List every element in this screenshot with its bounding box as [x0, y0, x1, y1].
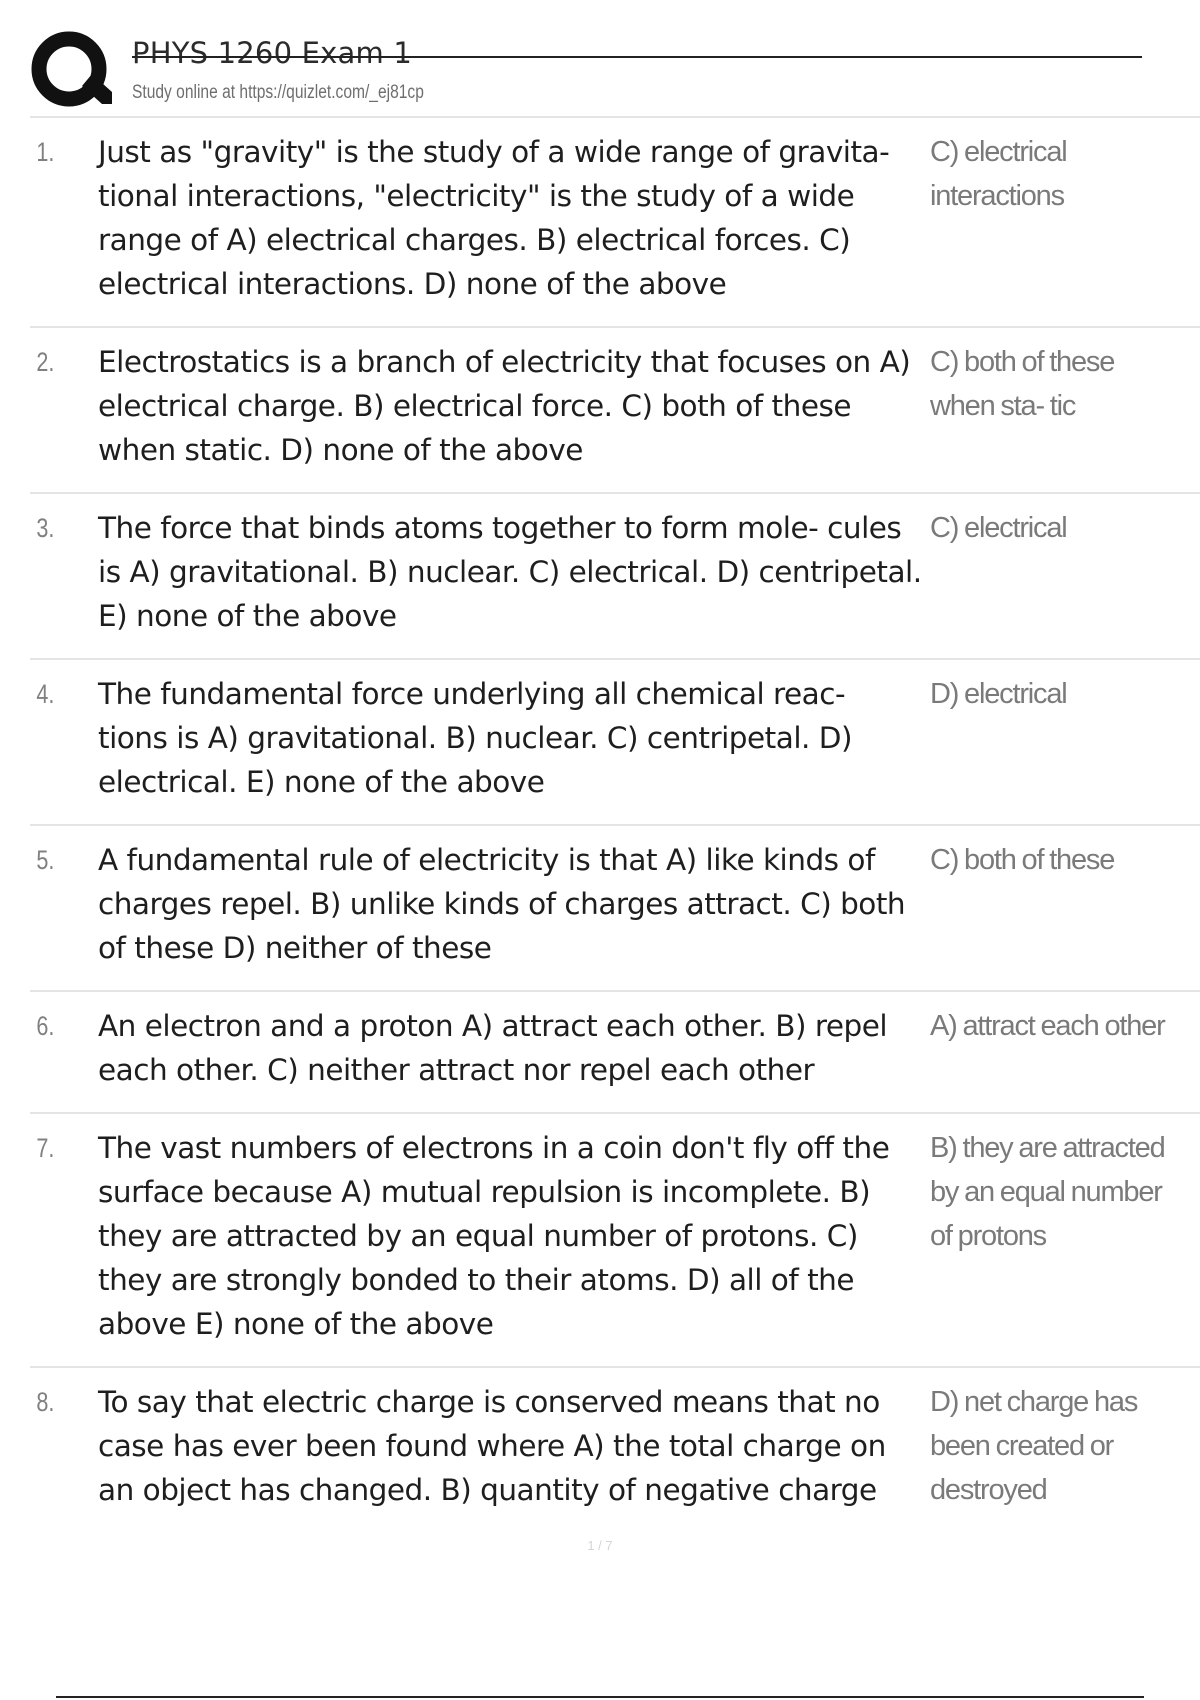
- item-number: 6.: [36, 1011, 55, 1041]
- document-title: PHYS 1260 Exam 1: [132, 36, 413, 70]
- flashcard-item: [30, 660, 1200, 826]
- flashcard-item: [30, 1368, 1200, 1532]
- page-number: 1 / 7: [587, 1538, 613, 1553]
- source-link-text: Study online at https://quizlet.com/_ej81cp: [132, 82, 424, 103]
- question-text: The fundamental force underlying all chemical reac- tions is A) gravitational. B) nuclear. C) centripetal. D) electrical. E) none of the above: [98, 677, 852, 799]
- question-text: The vast numbers of electrons in a coin don't fly off the surface because A) mutual repulsion is incomplete. B) they are attracted by an equal number of protons. C) they are strongly bonded to their atoms. D) all of the above E) none of the above: [98, 1131, 890, 1341]
- answer-text: C) electrical: [930, 512, 1067, 544]
- quizlet-q-logo-icon: [30, 30, 112, 112]
- flashcard-item: [30, 1114, 1200, 1368]
- item-number: 4.: [36, 679, 55, 709]
- flashcard-list: [30, 116, 1200, 1532]
- answer-text: C) both of these when sta- tic: [930, 346, 1115, 422]
- answer-text: A) attract each other: [930, 1010, 1165, 1042]
- question-text: The force that binds atoms together to form mole- cules is A) gravitational. B) nuclear. C) electrical. D) centripetal. E) none of the above: [98, 511, 922, 633]
- title-rule: [132, 56, 1142, 58]
- answer-text: D) net charge has been created or destroyed: [930, 1386, 1138, 1506]
- answer-text: D) electrical: [930, 678, 1067, 710]
- item-number: 2.: [36, 347, 55, 377]
- item-number: 1.: [36, 137, 55, 167]
- question-text: To say that electric charge is conserved means that no case has ever been found where A) the total charge on an object has changed. B) quantity of negative charge: [98, 1385, 886, 1507]
- question-text: An electron and a proton A) attract each other. B) repel each other. C) neither attract nor repel each other: [98, 1009, 888, 1087]
- bottom-rule: [56, 1696, 1144, 1698]
- flashcard-item: [30, 992, 1200, 1114]
- item-number: 8.: [36, 1387, 55, 1417]
- flashcard-item: [30, 118, 1200, 328]
- item-number: 7.: [36, 1133, 55, 1163]
- item-number: 3.: [36, 513, 55, 543]
- question-text: Just as "gravity" is the study of a wide range of gravita- tional interactions, "electricity" is the study of a wide range of A) electrical charges. B) electrical forces. C) electrical interactions. D) none of the above: [98, 135, 890, 301]
- question-text: A fundamental rule of electricity is that A) like kinds of charges repel. B) unlike kinds of charges attract. C) both of these D) neither of these: [98, 843, 906, 965]
- flashcard-item: [30, 826, 1200, 992]
- question-text: Electrostatics is a branch of electricity that focuses on A) electrical charge. B) electrical force. C) both of these when static. D) none of the above: [98, 345, 911, 467]
- flashcard-item: [30, 328, 1200, 494]
- answer-text: B) they are attracted by an equal number of protons: [930, 1132, 1165, 1252]
- item-number: 5.: [36, 845, 55, 875]
- answer-text: C) electrical interactions: [930, 136, 1067, 212]
- flashcard-item: [30, 494, 1200, 660]
- answer-text: C) both of these: [930, 844, 1115, 876]
